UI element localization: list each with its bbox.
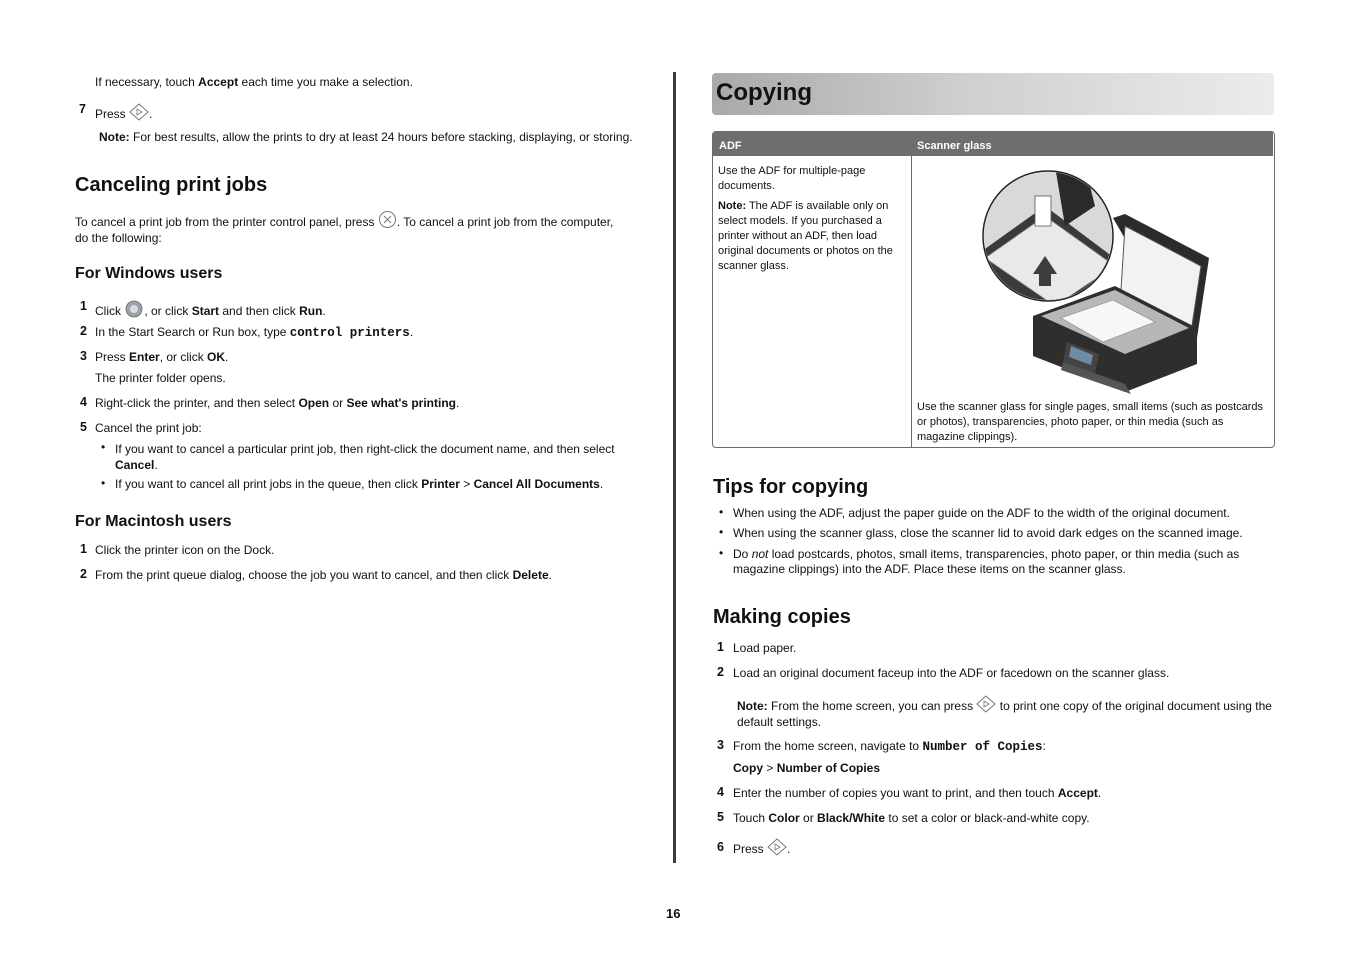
mac-step-2: From the print queue dialog, choose the job you want to cancel, and then click Delete. <box>95 568 552 582</box>
step-number: 2 <box>80 567 87 581</box>
copy-step-6: Press . <box>733 838 790 857</box>
win-step-1: Click , or click Start and then click Run. <box>95 300 326 319</box>
table-header-glass: Scanner glass <box>912 132 1273 156</box>
windows-start-orb-icon <box>124 300 144 318</box>
tip-2: When using the scanner glass, close the scanner lid to avoid dark edges on the scanned image. <box>733 526 1243 540</box>
tip-3: Do not load postcards, photos, small items, transparencies, photo paper, or thin media (such as magazine clippings) into the ADF. Place these items on the scanner glass. <box>733 547 1240 576</box>
step-number: 2 <box>717 665 724 679</box>
macintosh-title: For Macintosh users <box>75 513 232 530</box>
cancel-x-icon <box>378 210 397 229</box>
step-number: 1 <box>80 299 87 313</box>
step-number: 4 <box>717 785 724 799</box>
step-number: 5 <box>80 420 87 434</box>
tips-title: Tips for copying <box>713 476 869 498</box>
making-copies-title: Making copies <box>713 606 851 628</box>
table-column-line <box>911 132 912 447</box>
bullet-dot: • <box>719 546 724 560</box>
page-number: 16 <box>666 906 681 921</box>
step-number: 2 <box>80 324 87 338</box>
step-number: 1 <box>717 640 724 654</box>
note: Note: For best results, allow the prints to dry at least 24 hours before stacking, displaying, or storing. <box>99 130 633 144</box>
step-number: 5 <box>717 810 724 824</box>
windows-title: For Windows users <box>75 265 223 282</box>
start-diamond-icon <box>976 695 996 713</box>
step-number: 1 <box>80 542 87 556</box>
start-diamond-icon <box>129 103 149 121</box>
copy-step-1: Load paper. <box>733 641 797 655</box>
win-step-2: In the Start Search or Run box, type control printers. <box>95 325 414 340</box>
step-7: Press . <box>95 103 152 122</box>
cancel-intro: To cancel a print job from the printer control panel, press . To cancel a print job from the computer, do the following: <box>75 210 645 246</box>
bullet-dot: • <box>719 505 724 519</box>
bullet-dot: • <box>101 440 106 454</box>
win-bullet-1: If you want to cancel a particular print job, then right-click the document name, and then select Cancel. <box>115 442 615 472</box>
win-step-4: Right-click the printer, and then select Open or See what's printing. <box>95 396 460 410</box>
adf-cell: Use the ADF for multiple-page documents. Note: The ADF is available only on select models. If you purchased a printer without an ADF, then load original documents or photos on the scanner glass. <box>718 165 893 272</box>
win-step-3-result: The printer folder opens. <box>95 371 226 385</box>
canceling-title: Canceling print jobs <box>75 174 268 196</box>
start-diamond-icon <box>767 838 787 856</box>
copy-menu-path: Copy > Number of Copies <box>733 761 881 775</box>
copy-step-5: Touch Color or Black/White to set a color or black-and-white copy. <box>733 811 1090 825</box>
column-divider <box>673 72 676 863</box>
bullet-dot: • <box>101 476 106 490</box>
step-number: 3 <box>717 738 724 752</box>
table-header-adf: ADF <box>713 132 917 156</box>
step-number: 6 <box>717 840 724 854</box>
step-number: 4 <box>80 395 87 409</box>
copy-step-4: Enter the number of copies you want to print, and then touch Accept. <box>733 786 1102 800</box>
copy-step-2: Load an original document faceup into the ADF or facedown on the scanner glass. <box>733 666 1170 680</box>
copy-note: Note: From the home screen, you can press to print one copy of the original document using the default settings. <box>737 695 1277 730</box>
glass-cell: Use the scanner glass for single pages, small items (such as postcards or photos), transparencies, photo paper, or thin media (such as magazine clippings). <box>917 401 1264 443</box>
copying-title: Copying <box>716 79 812 106</box>
step-number: 3 <box>80 349 87 363</box>
win-step-3: Press Enter, or click OK. <box>95 350 229 364</box>
copy-step-3: From the home screen, navigate to Number of Copies: <box>733 739 1046 754</box>
printer-scanner-illustration <box>975 166 1215 394</box>
tip-1: When using the ADF, adjust the paper guide on the ADF to the width of the original document. <box>733 506 1230 520</box>
win-step-5: Cancel the print job: <box>95 421 202 435</box>
mac-step-1: Click the printer icon on the Dock. <box>95 543 275 557</box>
bullet-dot: • <box>719 525 724 539</box>
win-bullet-2: If you want to cancel all print jobs in the queue, then click Printer > Cancel All Documents. <box>115 477 604 491</box>
adf-vs-glass-table <box>712 131 1275 448</box>
copying-banner <box>712 73 1274 115</box>
step-number: 7 <box>79 102 86 116</box>
intro-line: If necessary, touch Accept each time you make a selection. <box>95 75 413 89</box>
